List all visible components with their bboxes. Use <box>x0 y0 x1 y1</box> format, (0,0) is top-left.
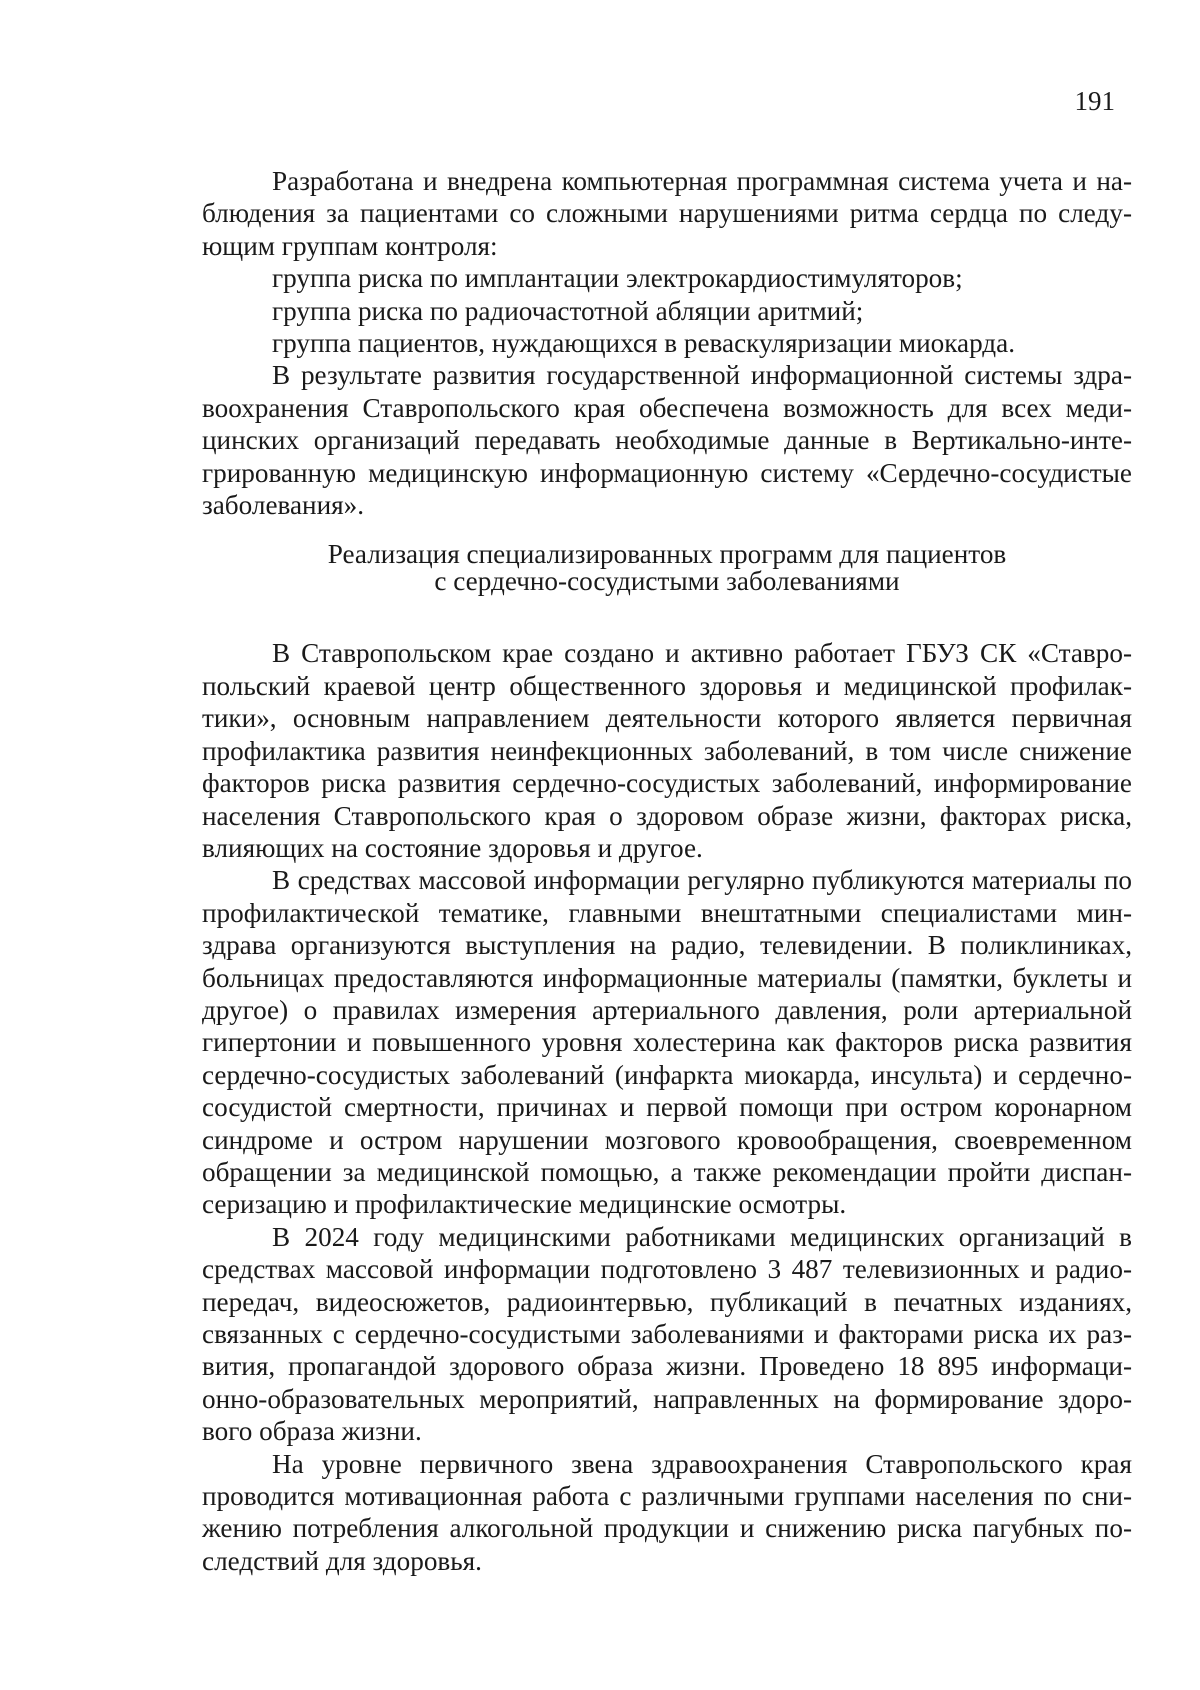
paragraph-arrhythmia-system: Разработана и внедрена компьютерная программная система учета и наблюдения за пациентами со сложными нарушениями ритма сердца по следующим группам контроля: <box>202 166 1132 261</box>
section-heading-line-2: с сердечно-сосудистыми заболеваниями <box>434 566 900 597</box>
page-number: 191 <box>1074 86 1115 116</box>
paragraph-media-materials: В средствах массовой информации регулярно публикуются материалы по профилактической тематике, главными внештатными специалистами минздрава организуются выступления на радио, телевидении. В поликлиниках, больницах предоставляются информационные материалы (памятки, буклеты и другое) о правилах измерения артериального давления, роли артериальной гипертонии и повышенного уровня холестерина как факторов риска развития сердечно-сосудистых заболеваний (инфаркта миокарда, инсульта) и сердечнососудистой смертности, причинах и первой помощи при остром коронарном синдроме и остром нарушении мозгового кровообращения, своевременном обращении за медицинской помощью, а также рекомендации пройти диспансеризацию и профилактические медицинские осмотры. <box>202 865 1132 1220</box>
paragraph-information-system: В результате развития государственной информационной системы здравоохранения Ставропольского края обеспечена возможность для всех медицинских организаций передавать необходимые данные в Вертикально-интегрированную медицинскую информационную систему «Сердечно-сосудистые заболевания». <box>202 360 1132 521</box>
section-heading <box>202 541 1132 595</box>
paragraph-2024-statistics: В 2024 году медицинскими работниками медицинских организаций в средствах массовой информации подготовлено 3 487 телевизионных и радиопередач, видеосюжетов, радиоинтервью, публикаций в печатных изданиях, связанных с сердечно-сосудистыми заболеваниями и факторами риска их развития, пропагандой здорового образа жизни. Проведено 18 895 информационно-образовательных мероприятий, направленных на формирование здорового образа жизни. <box>202 1221 1132 1447</box>
section-heading-line-1: Реализация специализированных программ для пациентов <box>327 539 1007 570</box>
paragraph-health-center: В Ставропольском крае создано и активно работает ГБУЗ СК «Ставропольский краевой центр общественного здоровья и медицинской профилактики», основным направлением деятельности которого является первичная профилактика развития неинфекционных заболеваний, в том числе снижение факторов риска развития сердечно-сосудистых заболеваний, информирование населения Ставропольского края о здоровом образе жизни, факторах риска, влияющих на состояние здоровья и другое. <box>202 638 1132 863</box>
document-body <box>202 165 1132 1577</box>
list-item-ablation-risk: группа риска по радиочастотной абляции аритмий; <box>272 295 864 326</box>
list-item-revascularization: группа пациентов, нуждающихся в реваскуляризации миокарда. <box>272 328 1016 359</box>
list-item-pacemaker-risk: группа риска по имплантации электрокардиостимуляторов; <box>272 263 963 294</box>
paragraph-alcohol-prevention: На уровне первичного звена здравоохранения Ставропольского края проводится мотивационная работа с различными группами населения по снижению потребления алкогольной продукции и снижению риска пагубных последствий для здоровья. <box>202 1448 1132 1576</box>
